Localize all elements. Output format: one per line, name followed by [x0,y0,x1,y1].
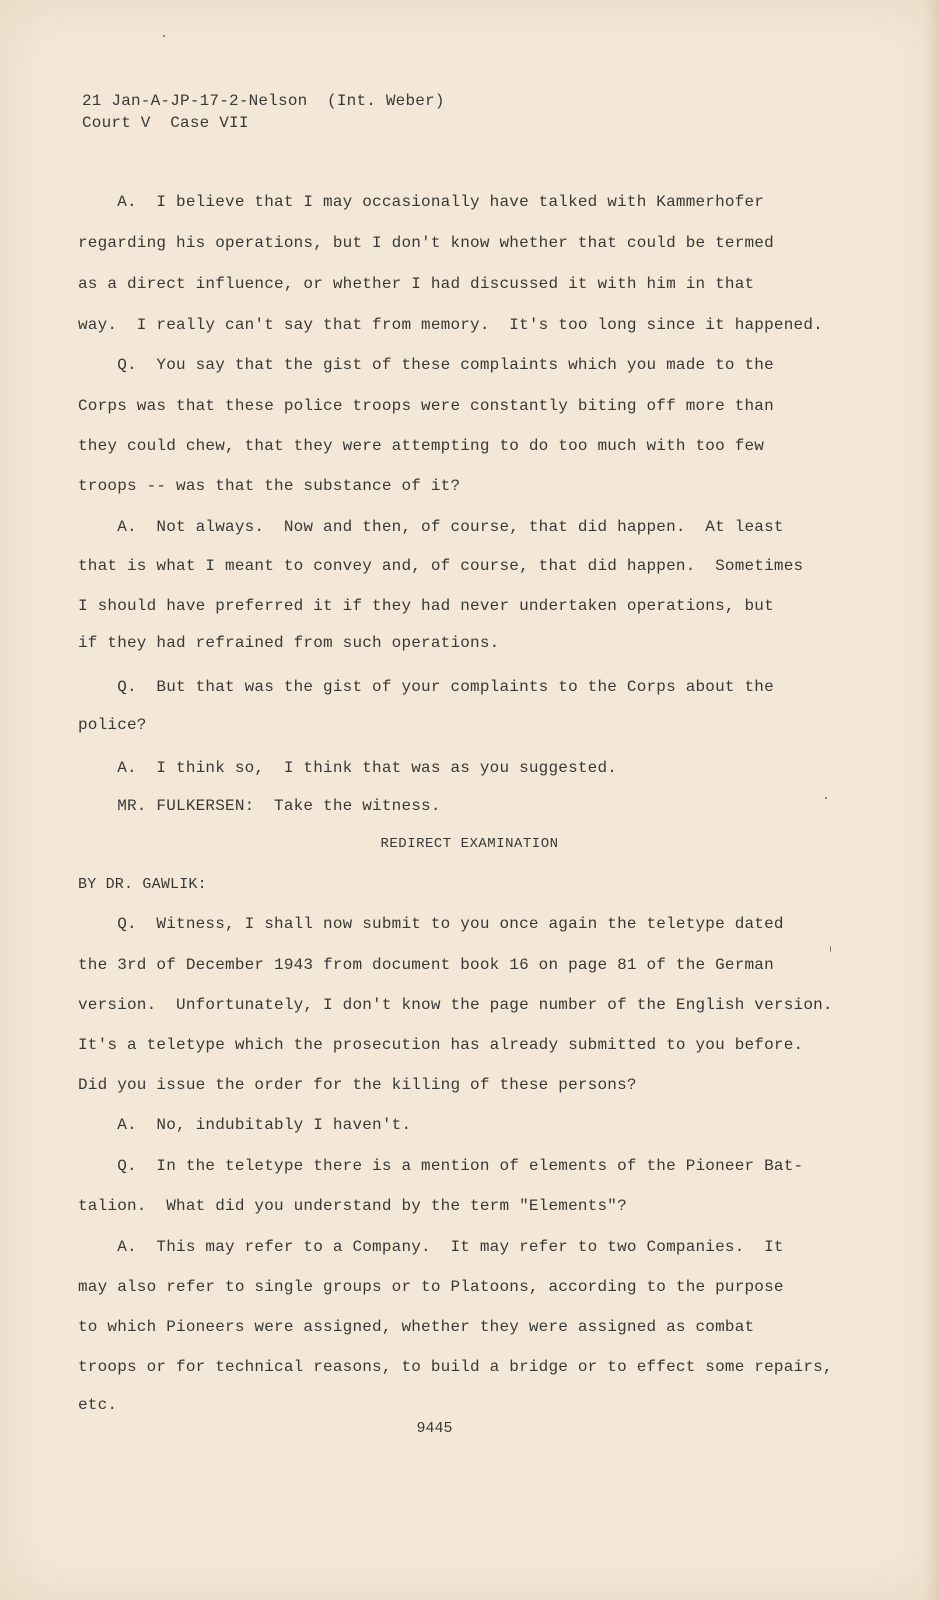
body-line: version. Unfortunately, I don't know the page number of the English version. [78,996,833,1014]
body-line: troops or for technical reasons, to build a bridge or to effect some repairs, [78,1358,833,1376]
paper-edge [925,0,939,1600]
section-heading: REDIRECT EXAMINATION [380,836,559,852]
header-case-reference: 21 Jan-A-JP-17-2-Nelson (Int. Weber) [82,92,445,110]
body-line: Q. Witness, I shall now submit to you once again the teletype dated [78,915,784,933]
speaker-line: MR. FULKERSEN: Take the witness. [78,797,441,815]
body-line: way. I really can't say that from memory. It's too long since it happened. [78,316,823,334]
body-line: may also refer to single groups or to Platoons, according to the purpose [78,1278,784,1296]
body-line: A. I think so, I think that was as you suggested. [78,759,618,777]
body-line: A. No, indubitably I haven't. [78,1116,412,1134]
paper-speck [163,35,165,37]
body-line: A. Not always. Now and then, of course, that did happen. At least [78,518,784,536]
body-line: talion. What did you understand by the term "Elements"? [78,1197,627,1215]
body-line: if they had refrained from such operations. [78,634,500,652]
body-line: that is what I meant to convey and, of course, that did happen. Sometimes [78,557,804,575]
page-number: 9445 [416,1420,453,1437]
body-line: regarding his operations, but I don't know whether that could be termed [78,234,774,252]
paper-speck [825,797,827,799]
body-line: the 3rd of December 1943 from document book 16 on page 81 of the German [78,956,774,974]
body-line: A. I believe that I may occasionally have talked with Kammerhofer [78,193,765,211]
body-line: to which Pioneers were assigned, whether they were assigned as combat [78,1318,755,1336]
body-line: Corps was that these police troops were constantly biting off more than [78,397,774,415]
body-line: I should have preferred it if they had never undertaken operations, but [78,597,774,615]
body-line: they could chew, that they were attempting to do too much with too few [78,437,765,455]
body-line: troops -- was that the substance of it? [78,477,461,495]
examiner-line: BY DR. GAWLIK: [78,876,207,893]
header-court-case: Court V Case VII [82,114,249,132]
paper-speck [830,946,831,952]
body-line: It's a teletype which the prosecution has already submitted to you before. [78,1036,804,1054]
body-line: Did you issue the order for the killing of these persons? [78,1076,637,1094]
body-line: police? [78,716,147,734]
body-line: etc. [78,1396,118,1414]
body-line: Q. But that was the gist of your complaints to the Corps about the [78,678,774,696]
body-line: as a direct influence, or whether I had discussed it with him in that [78,275,755,293]
body-line: A. This may refer to a Company. It may refer to two Companies. It [78,1238,784,1256]
body-line: Q. You say that the gist of these complaints which you made to the [78,356,774,374]
body-line: Q. In the teletype there is a mention of elements of the Pioneer Bat- [78,1157,804,1175]
